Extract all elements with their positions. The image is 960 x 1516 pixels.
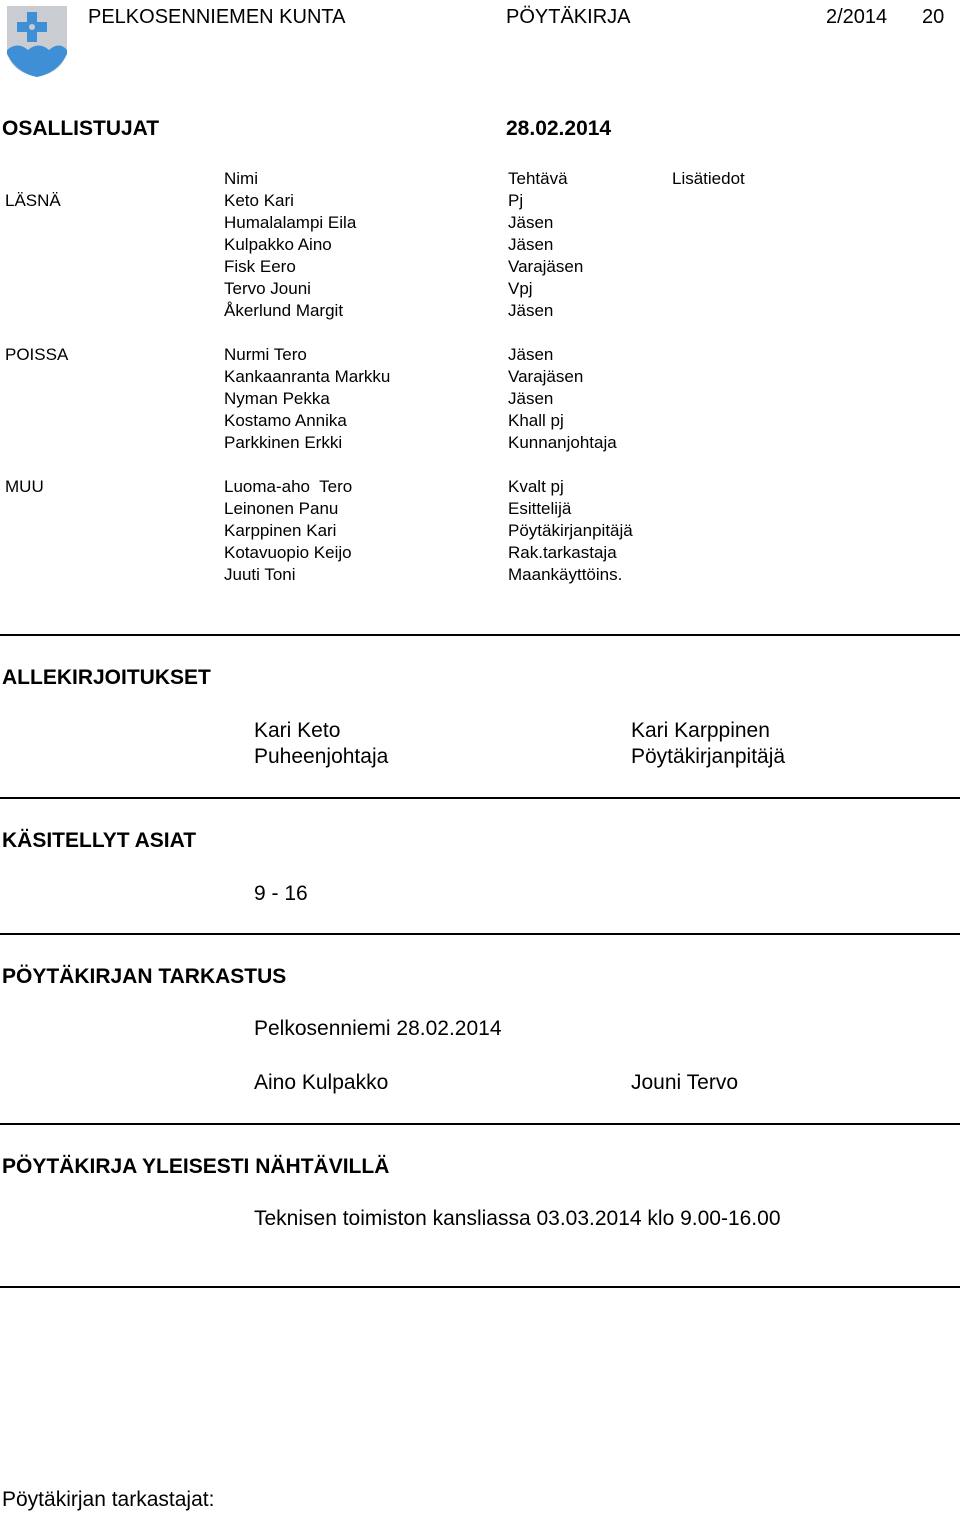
document-type: PÖYTÄKIRJA [506, 6, 631, 28]
participant-role: Jäsen [508, 389, 554, 408]
participant-role: Jäsen [508, 235, 554, 254]
page-number: 20 [922, 6, 945, 28]
meeting-date: 28.02.2014 [506, 117, 612, 140]
municipality-name: PELKOSENNIEMEN KUNTA [88, 6, 346, 28]
participant-role: Rak.tarkastaja [508, 543, 617, 562]
participant-name: Parkkinen Erkki [224, 433, 343, 452]
municipality-coat-of-arms-logo [4, 4, 70, 78]
participant-role: Kunnanjohtaja [508, 433, 617, 452]
participant-name: Kostamo Annika [224, 411, 347, 430]
signatures-title: ALLEKIRJOITUKSET [2, 666, 211, 689]
participants-title: OSALLISTUJAT [2, 117, 160, 140]
section-divider [0, 1123, 960, 1125]
group-label-other: MUU [5, 477, 44, 496]
section-divider [0, 933, 960, 935]
participant-role: Varajäsen [508, 367, 584, 386]
participant-name: Leinonen Panu [224, 499, 339, 518]
other-names-list [224, 476, 352, 586]
items-range: 9 - 16 [254, 882, 308, 905]
section-divider [0, 1286, 960, 1288]
participant-name: Humalalampi Eila [224, 213, 357, 232]
signer-left-name: Kari Keto [254, 719, 341, 742]
participant-name: Tervo Jouni [224, 279, 311, 298]
participant-name: Luoma-aho Tero [224, 477, 353, 496]
column-header-name: Nimi [224, 169, 258, 188]
reviewer-right: Jouni Tervo [631, 1071, 739, 1094]
participant-name: Åkerlund Margit [224, 301, 344, 320]
participant-role: Vpj [508, 279, 533, 298]
participant-name: Fisk Eero [224, 257, 296, 276]
participant-role: Jäsen [508, 301, 554, 320]
reviewers-footer-label: Pöytäkirjan tarkastajat: [2, 1488, 215, 1511]
participant-name: Kotavuopio Keijo [224, 543, 352, 562]
document-number: 2/2014 [826, 6, 888, 28]
participant-name: Nurmi Tero [224, 345, 307, 364]
participant-role: Jäsen [508, 213, 554, 232]
review-place-date: Pelkosenniemi 28.02.2014 [254, 1017, 502, 1040]
public-display-text: Teknisen toimiston kansliassa 03.03.2014 klo 9.00-16.00 [254, 1207, 781, 1230]
column-header-role: Tehtävä [508, 169, 568, 188]
absent-roles-list [508, 344, 617, 454]
participant-role: Jäsen [508, 345, 554, 364]
participant-role: Esittelijä [508, 499, 572, 518]
other-roles-list [508, 476, 633, 586]
signer-right-role: Pöytäkirjanpitäjä [631, 745, 786, 768]
column-header-info: Lisätiedot [672, 169, 745, 188]
section-divider [0, 634, 960, 636]
participant-role: Pj [508, 191, 524, 210]
items-title: KÄSITELLYT ASIAT [2, 829, 197, 852]
participant-role: Maankäyttöins. [508, 565, 623, 584]
participant-role: Pöytäkirjanpitäjä [508, 521, 633, 540]
group-label-absent: POISSA [5, 345, 69, 364]
signer-right-name: Kari Karppinen [631, 719, 770, 742]
review-title: PÖYTÄKIRJAN TARKASTUS [2, 965, 287, 988]
participant-name: Karppinen Kari [224, 521, 337, 540]
participant-name: Juuti Toni [224, 565, 296, 584]
participant-name: Keto Kari [224, 191, 294, 210]
public-display-title: PÖYTÄKIRJA YLEISESTI NÄHTÄVILLÄ [2, 1155, 390, 1178]
absent-names-list [224, 344, 390, 454]
participant-role: Kvalt pj [508, 477, 564, 496]
present-roles-list [508, 190, 583, 322]
section-divider [0, 797, 960, 799]
present-names-list [224, 190, 356, 322]
participant-name: Kankaanranta Markku [224, 367, 391, 386]
participant-name: Kulpakko Aino [224, 235, 332, 254]
signer-left-role: Puheenjohtaja [254, 745, 389, 768]
participant-role: Varajäsen [508, 257, 584, 276]
group-label-present: LÄSNÄ [5, 191, 61, 210]
participant-name: Nyman Pekka [224, 389, 330, 408]
participant-role: Khall pj [508, 411, 564, 430]
reviewer-left: Aino Kulpakko [254, 1071, 389, 1094]
